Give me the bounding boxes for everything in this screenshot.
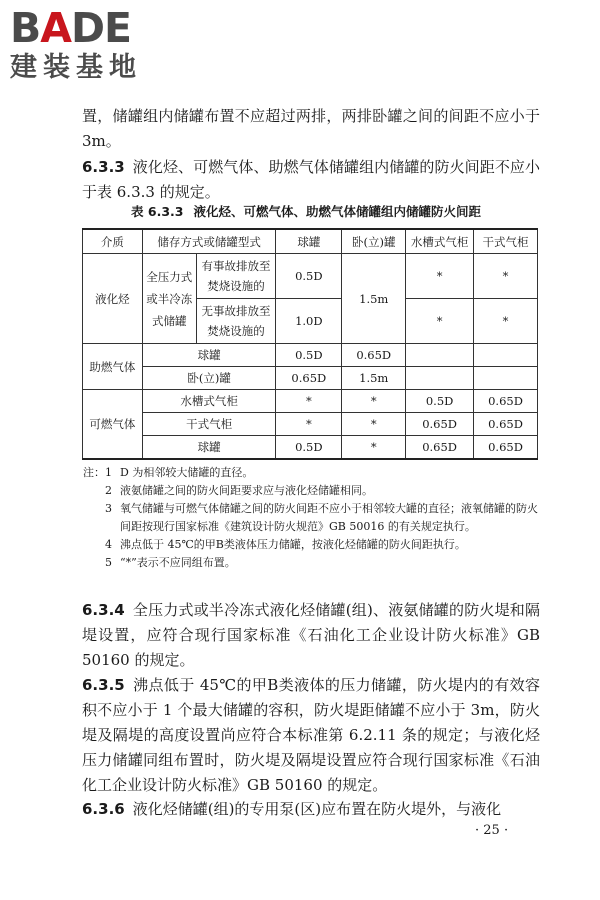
clause-6-3-3: 6.3.3 液化烃、可燃气体、助燃气体储罐组内储罐的防火间距不应小于表 6.3.3 的规定。 (82, 158, 540, 201)
table-row (83, 436, 538, 460)
cell: 0.65D (474, 413, 538, 436)
header-medium: 介质 (83, 229, 143, 254)
cell: * (276, 390, 342, 413)
cell: 0.5D (276, 344, 342, 367)
intro-paragraph: 置，储罐组内储罐布置不应超过两排，两排卧罐之间的间距不应小于 3m。 (82, 107, 540, 150)
medium-lpg: 液化烃 (83, 254, 143, 344)
cell: * (406, 254, 474, 299)
cell: 0.65D (474, 436, 538, 460)
clause-6-3-5: 6.3.5 沸点低于 45℃的甲B类液体的压力储罐，防火堤内的有效容积不应小于 1 个最大储罐的容积，防火堤距储罐不应小于 3m，防火堤及隔堤的高度设置尚应符合本标准第 6.2.11 条的规定；与液化烃压力储罐同组布置时，防火堤及隔堤设置应符合现行国家标准《石油化工企业设计防火标准》GB 50160 的规定。 (82, 676, 540, 794)
cell: 1.0D (276, 299, 342, 344)
header-horizontal: 卧(立)罐 (342, 229, 406, 254)
page-number: · 25 · (475, 823, 509, 838)
cell (406, 344, 474, 367)
medium-flammable: 可燃气体 (83, 390, 143, 460)
cell: 0.5D (276, 436, 342, 460)
cell: 0.5D (276, 254, 342, 299)
logo-subtitle: 建装基地 (10, 52, 142, 83)
table-row (83, 390, 538, 413)
note-2: 2 液氨储罐之间的防火间距要求应与液化烃储罐相同。 (105, 484, 373, 497)
cell: * (406, 299, 474, 344)
medium-oxidizer: 助燃气体 (83, 344, 143, 390)
logo (10, 6, 180, 84)
cell: * (342, 390, 406, 413)
option-with-flare: 有事故排放至焚烧设施的 (196, 254, 276, 299)
type-cell: 球罐 (142, 344, 276, 367)
table-header-row (83, 229, 538, 254)
cell: 0.65D (406, 413, 474, 436)
type-cell: 球罐 (142, 436, 276, 460)
cell: 0.65D (342, 344, 406, 367)
table-row (83, 413, 538, 436)
cell (474, 367, 538, 390)
table-row (83, 367, 538, 390)
storage-lpg: 全压力式或半冷冻式储罐 (142, 254, 196, 344)
type-cell: 卧(立)罐 (142, 367, 276, 390)
header-dry-tank: 干式气柜 (474, 229, 538, 254)
cell: * (474, 254, 538, 299)
cell: 0.5D (406, 390, 474, 413)
logo-wordmark: BADE (10, 4, 132, 52)
spacing-table (82, 228, 538, 460)
note-3: 3 氧气储罐与可燃气体储罐之间的防火间距不应小于相邻较大罐的直径；液氧储罐的防火间距按现行国家标准《建筑设计防火规范》GB 50016 的有关规定执行。 (105, 502, 538, 533)
cell: 0.65D (474, 390, 538, 413)
table-caption: 表 6.3.3 液化烃、可燃气体、助燃气体储罐组内储罐防火间距 (131, 204, 481, 219)
cell: * (474, 299, 538, 344)
clause-6-3-6: 6.3.6 液化烃储罐(组)的专用泵(区)应布置在防火堤外，与液化 (82, 800, 502, 818)
note-1: 注：1 D 为相邻较大储罐的直径。 (83, 466, 254, 479)
table-notes (82, 464, 540, 572)
option-without-flare: 无事故排放至焚烧设施的 (196, 299, 276, 344)
cell: * (342, 436, 406, 460)
cell: * (276, 413, 342, 436)
table-row (83, 254, 538, 299)
note-5: 5 “*”表示不应同组布置。 (105, 556, 236, 569)
cell: 0.65D (276, 367, 342, 390)
clause-6-3-4: 6.3.4 全压力式或半冷冻式液化烃储罐(组)、液氨储罐的防火堤和隔堤设置，应符合现行国家标准《石油化工企业设计防火标准》GB 50160 的规定。 (82, 601, 540, 669)
cell (474, 344, 538, 367)
header-water-tank: 水槽式气柜 (406, 229, 474, 254)
cell: 1.5m (342, 367, 406, 390)
table-row (83, 344, 538, 367)
cell: 0.65D (406, 436, 474, 460)
cell: * (342, 413, 406, 436)
type-cell: 水槽式气柜 (142, 390, 276, 413)
header-sphere: 球罐 (276, 229, 342, 254)
header-storage: 储存方式或储罐型式 (142, 229, 276, 254)
note-4: 4 沸点低于 45℃的甲B类液体压力储罐，按液化烃储罐的防火间距执行。 (105, 538, 466, 551)
cell (406, 367, 474, 390)
cell: 1.5m (342, 254, 406, 344)
type-cell: 干式气柜 (142, 413, 276, 436)
